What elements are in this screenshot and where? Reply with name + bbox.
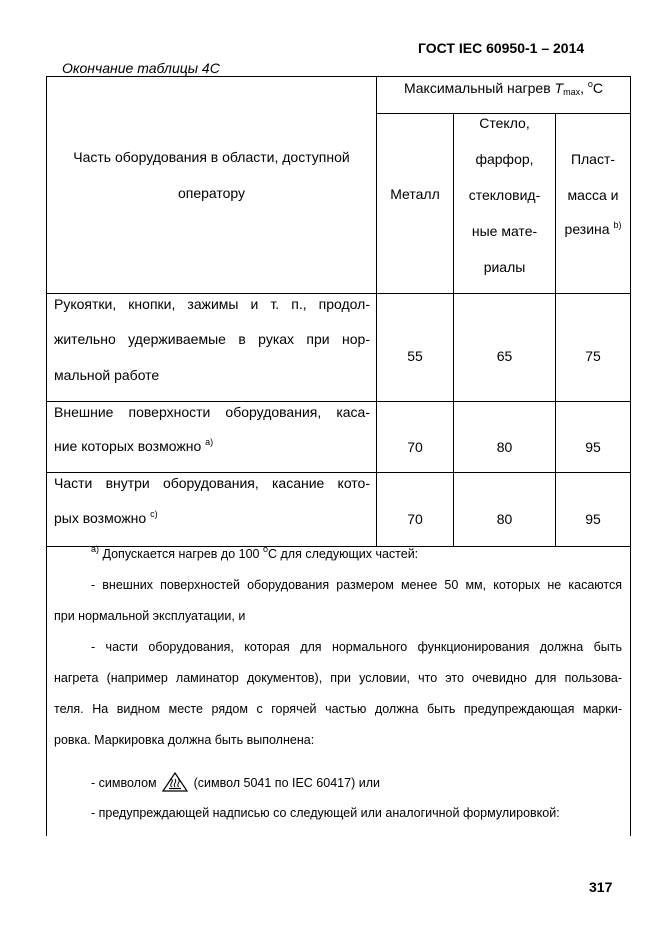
- footnote-line-2: - внешних поверхностей оборудования размером менее 50 мм, которых не касаются: [91, 578, 622, 592]
- row-2-plastic: 95: [585, 439, 601, 455]
- row-2-metal: 70: [407, 439, 423, 455]
- footnote-line-9: - предупреждающей надписью со следующей или аналогичной формулировкой:: [91, 806, 560, 820]
- page-number: 317: [589, 879, 613, 895]
- hot-surface-icon: [162, 772, 188, 792]
- header-glass-line-1: Стекло,: [479, 115, 530, 131]
- row-1-glass: 65: [496, 348, 513, 364]
- header-metal: Металл: [390, 186, 440, 202]
- footnote-line-1: $^{a)}$ Допускается нагрев до 100 $^o$С для следующих частей:: [91, 544, 419, 561]
- table-border-top: [46, 76, 631, 77]
- row-1-label-line-2: жительно удерживаемые в руках при нор-: [54, 331, 370, 347]
- header-part-line-2: оператору: [177, 185, 246, 201]
- footnote-line-4: - части оборудования, которая для нормального функционирования должна быть: [91, 640, 622, 654]
- header-part-line-1: Часть оборудования в области, доступной: [73, 149, 350, 165]
- footnote-line-7: ровка. Маркировка должна быть выполнена:: [54, 733, 315, 747]
- col-sep-3: [555, 113, 556, 546]
- row-2-label-line-1: Внешние поверхности оборудования, каса-: [54, 404, 370, 420]
- row-1-label-line-3: мальной работе: [54, 367, 160, 383]
- header-glass-line-5: риалы: [483, 259, 526, 275]
- row-3-plastic: 95: [585, 511, 601, 527]
- table-continuation-label: Окончание таблицы 4С: [62, 60, 220, 76]
- col-sep-1: [376, 76, 377, 546]
- header-glass-line-3: стекловид-: [468, 187, 541, 203]
- row-line-3: [46, 472, 631, 473]
- table-border-right: [630, 76, 631, 836]
- document-id: ГОСТ IEC 60950-1 – 2014: [418, 40, 585, 56]
- row-3-label-line-1: Части внутри оборудования, касание кото-: [54, 475, 370, 491]
- row-1-label-line-1: Рукоятки, кнопки, зажимы и т. п., продол-: [54, 296, 370, 312]
- row-3-metal: 70: [407, 511, 423, 527]
- header-plastic-line-2: масса и: [567, 187, 619, 203]
- footnote-line-6: теля. На видном месте рядом с горячей частью должна быть предупреждающая марки-: [54, 702, 622, 716]
- row-2-label-line-2: ние которых возможно $^{a)}$: [54, 437, 214, 454]
- row-line-2: [46, 401, 631, 402]
- header-plastic-line-1: Пласт-: [570, 151, 616, 167]
- header-glass-line-2: фарфор,: [475, 151, 534, 167]
- row-2-glass: 80: [496, 439, 513, 455]
- footnote-line-3: при нормальной эксплуатации, и: [54, 609, 246, 623]
- row-3-glass: 80: [496, 511, 513, 527]
- header-group-line: [377, 113, 630, 114]
- row-3-label-line-2: рых возможно $^{c)}$: [54, 509, 158, 526]
- footnote-line-5: нагрета (например ламинатор документов), при условии, что это очевидно для пользова-: [54, 671, 622, 685]
- row-1-plastic: 75: [585, 348, 601, 364]
- footnote-line-8: - символом (символ 5041 по IEC 60417) или: [91, 772, 380, 792]
- col-sep-2: [453, 113, 454, 546]
- header-max-heating: Максимальный нагрев $T_{max}$, $^o$C: [403, 79, 604, 97]
- header-glass-line-4: ные мате-: [471, 223, 538, 239]
- row-1-metal: 55: [407, 348, 423, 364]
- header-plastic-line-3: резина $^{b)}$: [564, 220, 622, 237]
- row-line-1: [46, 293, 631, 294]
